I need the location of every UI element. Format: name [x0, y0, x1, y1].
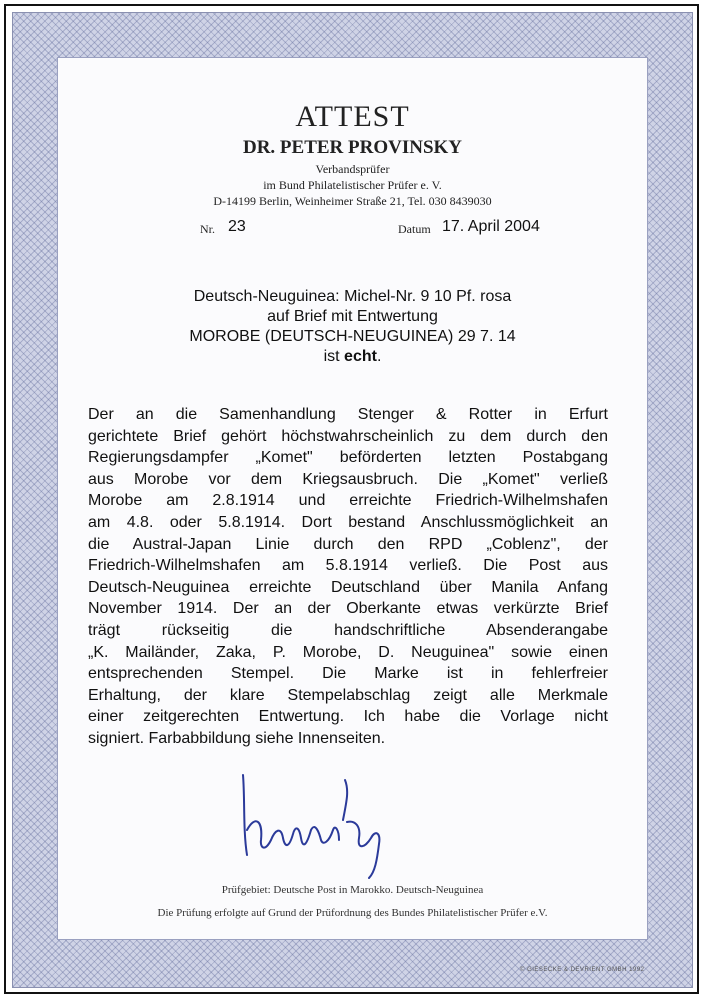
certificate-body [88, 404, 608, 750]
body-line: November 1914. Der an der Oberkante etwas verkürzte Brief [88, 600, 608, 618]
body-line: Friedrich-Wilhelmshafen am 5.8.1914 verließ. Die Post aus [88, 557, 608, 575]
body-line: am 4.8. oder 5.8.1914. Dort bestand Anschlussmöglichkeit an [88, 513, 608, 531]
body-line: Erhaltung, der klare Stempelabschlag zeigt alle Merkmale [88, 686, 608, 704]
verdict-suffix: . [376, 348, 382, 365]
certificate-title: ATTEST [295, 100, 410, 133]
number-label: Nr. [200, 222, 215, 236]
statement-stamp: Deutsch-Neuguinea: Michel-Nr. 9 10 Pf. rosa [193, 288, 512, 305]
body-line: trägt rückseitig die handschriftliche Absenderangabe [88, 621, 608, 639]
examiner-role: Verbandsprüfer [315, 162, 390, 176]
examiner-association: im Bund Philatelistischer Prüfer e. V. [263, 178, 442, 192]
footer-rules: Die Prüfung erfolgte auf Grund der Prüfordnung des Bundes Philatelistischer Prüfer e.V. [157, 907, 548, 919]
verdict-genuine: echt [344, 348, 377, 365]
body-line: Regierungsdampfer „Komet" beförderten letzten Postabgang [88, 449, 608, 467]
statement-postmark: MOROBE (DEUTSCH-NEUGUINEA) 29 7. 14 [189, 328, 516, 345]
body-line: Morobe am 2.8.1914 und erreichte Friedrich-Wilhelmshafen [88, 492, 608, 510]
body-line: Der an die Samenhandlung Stenger & Rotter in Erfurt [88, 406, 608, 423]
examiner-address: D-14199 Berlin, Weinheimer Straße 21, Tel. 030 8439030 [213, 194, 492, 208]
printer-imprint: © GIESECKE & DEVRIENT GMBH 1992 [520, 967, 645, 973]
footer-scope: Prüfgebiet: Deutsche Post in Marokko. Deutsch-Neuguinea [221, 884, 484, 896]
date-label: Datum [398, 222, 431, 236]
examiner-name: DR. PETER PROVINSKY [242, 137, 463, 158]
body-line: aus Morobe vor dem Kriegsausbruch. Die „Komet" verließ [88, 470, 608, 488]
number-value: 23 [228, 218, 246, 235]
statement-verdict [0, 348, 705, 366]
handwritten-signature [225, 760, 405, 880]
body-line: signiert. Farbabbildung siehe Innenseiten. [88, 729, 386, 747]
date-value: 17. April 2004 [442, 218, 540, 235]
verdict-prefix: ist [323, 348, 345, 365]
body-line: „K. Mailänder, Zaka, P. Morobe, D. Neuguinea" sowie einen [88, 643, 608, 661]
body-line: die Austral-Japan Linie durch den RPD „Coblenz", der [88, 535, 608, 553]
body-line: gerichtete Brief gehört höchstwahrscheinlich zu dem durch den [88, 427, 608, 445]
body-line: einer zeitgerechten Entwertung. Ich habe die Vorlage nicht [88, 708, 608, 726]
statement-cover: auf Brief mit Entwertung [267, 308, 438, 325]
body-line: Deutsch-Neuguinea erreichte Deutschland über Manila Anfang [88, 578, 608, 596]
body-line: entsprechenden Stempel. Die Marke ist in fehlerfreier [88, 665, 608, 683]
